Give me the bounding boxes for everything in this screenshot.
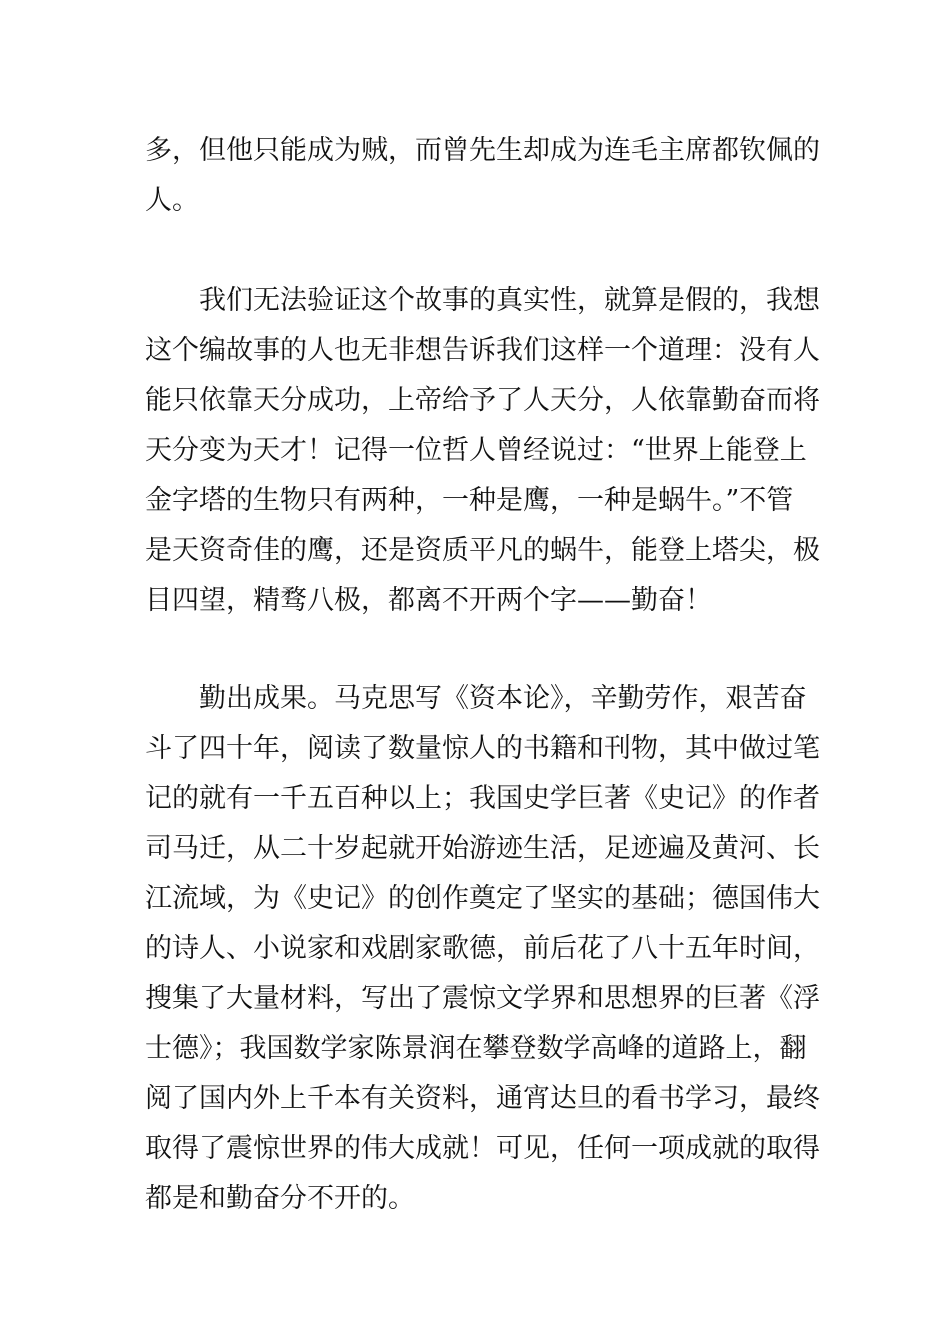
- paragraph-2-line-6: 是天资奇佳的鹰，还是资质平凡的蜗牛，能登上塔尖，极: [145, 535, 820, 566]
- paragraph-1-line-2: 人。: [145, 185, 199, 216]
- paragraph-2-line-2: 这个编故事的人也无非想告诉我们这样一个道理：没有人: [145, 335, 820, 366]
- paragraph-2-line-7: 目四望，精骛八极，都离不开两个字——勤奋！: [145, 585, 712, 616]
- paragraph-3-line-11: 都是和勤奋分不开的。: [145, 1183, 415, 1214]
- paragraph-3-line-3: 记的就有一千五百种以上；我国史学巨著《史记》的作者: [145, 783, 820, 814]
- paragraph-3-line-9: 阅了国内外上千本有关资料，通宵达旦的看书学习，最终: [145, 1083, 820, 1114]
- paragraph-2-line-4: 天分变为天才！记得一位哲人曾经说过：“世界上能登上: [145, 435, 807, 466]
- paragraph-2-line-1: 我们无法验证这个故事的真实性，就算是假的，我想: [145, 285, 820, 316]
- paragraph-3-line-5: 江流域，为《史记》的创作奠定了坚实的基础；德国伟大: [145, 883, 820, 914]
- paragraph-2-line-3: 能只依靠天分成功，上帝给予了人天分，人依靠勤奋而将: [145, 385, 820, 416]
- paragraph-3-line-6: 的诗人、小说家和戏剧家歌德，前后花了八十五年时间，: [145, 933, 820, 964]
- paragraph-3-line-2: 斗了四十年，阅读了数量惊人的书籍和刊物，其中做过笔: [145, 733, 820, 764]
- paragraph-3-line-8: 士德》；我国数学家陈景润在攀登数学高峰的道路上，翻: [145, 1033, 807, 1064]
- paragraph-3-line-1: 勤出成果。马克思写《资本论》，辛勤劳作，艰苦奋: [145, 683, 807, 714]
- paragraph-3-line-10: 取得了震惊世界的伟大成就！可见，任何一项成就的取得: [145, 1133, 820, 1164]
- paragraph-2-line-5: 金字塔的生物只有两种，一种是鹰，一种是蜗牛。”不管: [145, 485, 794, 516]
- paragraph-1-line-1: 多，但他只能成为贼，而曾先生却成为连毛主席都钦佩的: [145, 135, 820, 166]
- paragraph-3-line-7: 搜集了大量材料，写出了震惊文学界和思想界的巨著《浮: [145, 983, 820, 1014]
- paragraph-3-line-4: 司马迁，从二十岁起就开始游迹生活，足迹遍及黄河、长: [145, 833, 820, 864]
